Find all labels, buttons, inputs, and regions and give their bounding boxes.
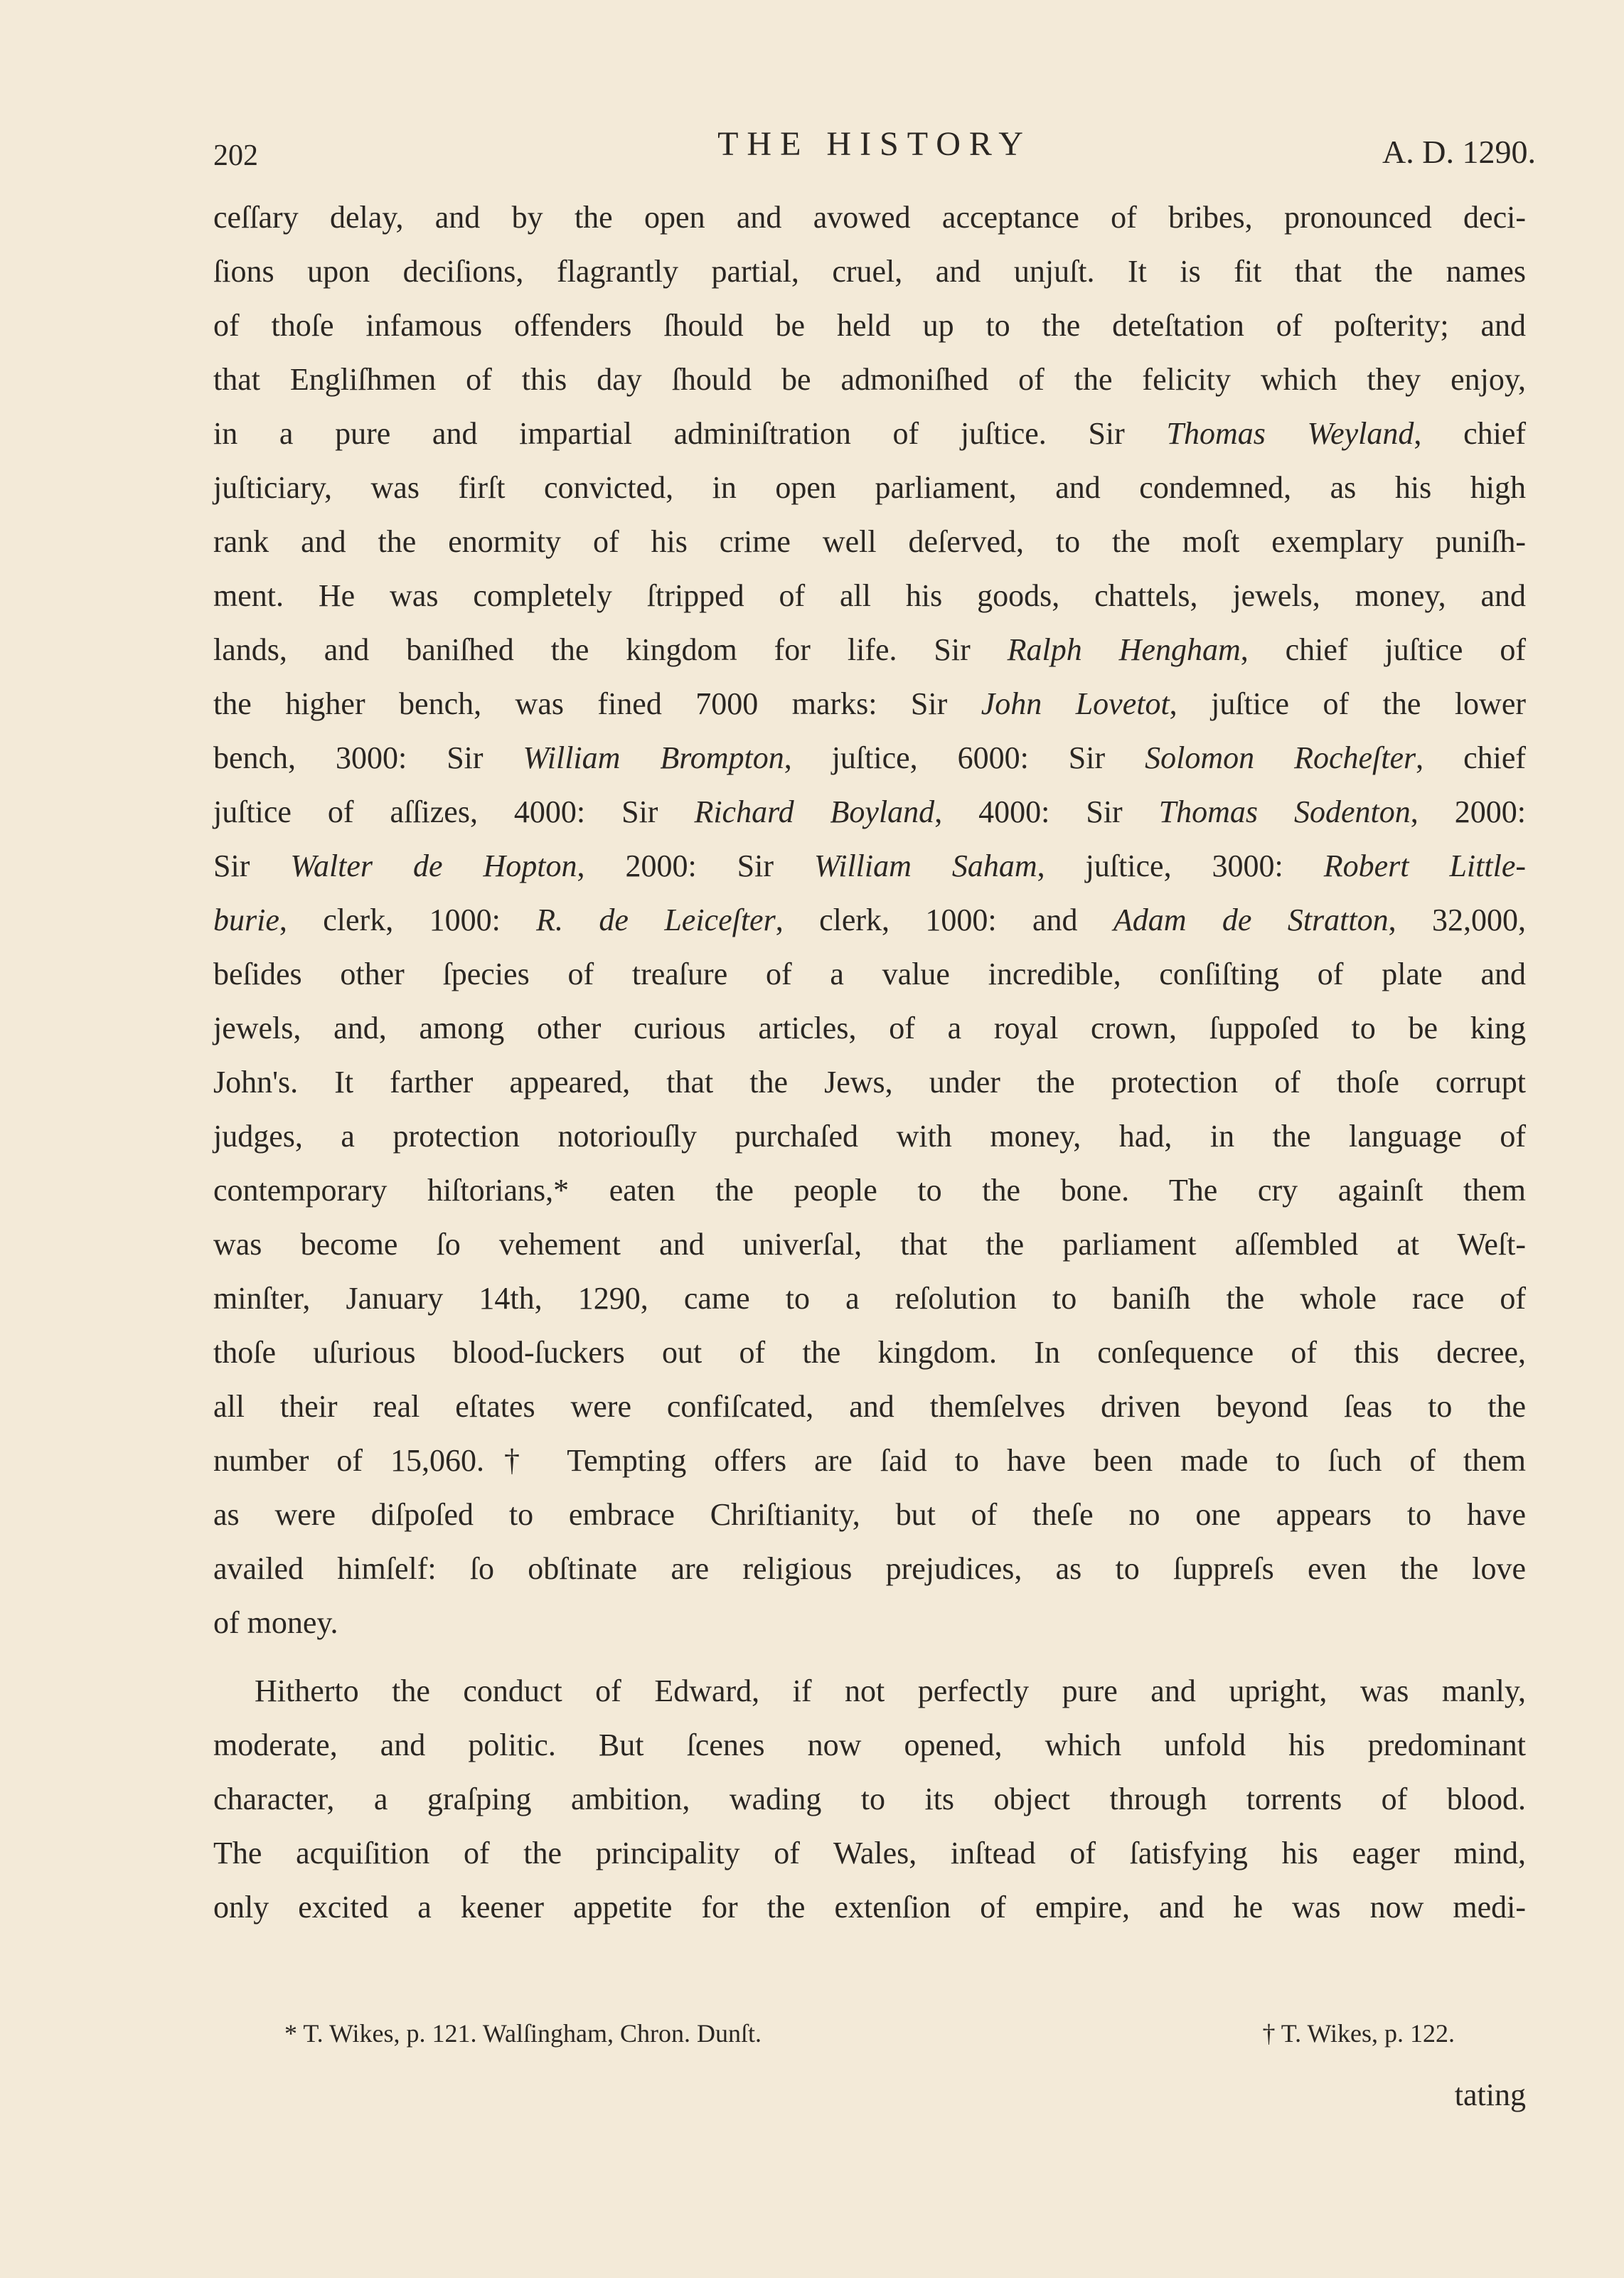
text-line: moderate, and politic. But ſcenes now opened, which unfold his predominant (213, 1728, 1526, 1762)
text-line: The acquiſition of the principality of Wales, inſtead of ſatisfying his eager mind, (213, 1836, 1526, 1870)
footnote-left: * T. Wikes, p. 121. Walſingham, Chron. Dunſt. (284, 2019, 762, 2048)
text-line: the higher bench, was fined 7000 marks: Sir John Lovetot, juſtice of the lower (213, 686, 1526, 721)
page-number: 202 (213, 139, 258, 172)
text-line: as were diſpoſed to embrace Chriſtianity, but of theſe no one appears to have (213, 1497, 1526, 1532)
text-line: John's. It farther appeared, that the Jews, under the protection of thoſe corrupt (213, 1065, 1526, 1100)
paragraph-1 (213, 191, 1526, 1650)
text-line: all their real eſtates were confiſcated, and themſelves driven beyond ſeas to the (213, 1389, 1526, 1424)
text-line: rank and the enormity of his crime well deſerved, to the moſt exemplary puniſh- (213, 524, 1526, 559)
text-line: that Engliſhmen of this day ſhould be admoniſhed of the felicity which they enjoy, (213, 362, 1526, 397)
paragraph-2 (213, 1664, 1526, 1934)
text-line: contemporary hiſtorians,* eaten the people to the bone. The cry againſt them (213, 1173, 1526, 1208)
text-line: availed himſelf: ſo obſtinate are religious prejudices, as to ſuppreſs even the love (213, 1551, 1526, 1586)
year-marker: A. D. 1290. (1382, 134, 1536, 170)
footnotes (213, 2018, 1526, 2061)
text-line: lands, and baniſhed the kingdom for life. Sir Ralph Hengham, chief juſtice of (213, 632, 1526, 667)
text-line: Sir Walter de Hopton, 2000: Sir William Saham, juſtice, 3000: Robert Little- (213, 848, 1527, 883)
footnote-right: † T. Wikes, p. 122. (1262, 2019, 1455, 2048)
text-line: beſides other ſpecies of treaſure of a value incredible, conſiſting of plate and (213, 957, 1526, 991)
text-line: of thoſe infamous offenders ſhould be held up to the deteſtation of poſterity; and (213, 308, 1526, 343)
text-line: judges, a protection notoriouſly purchaſed with money, had, in the language of (213, 1119, 1526, 1154)
text-line: in a pure and impartial adminiſtration of juſtice. Sir Thomas Weyland, chief (213, 416, 1527, 451)
text-line: of money. (213, 1605, 338, 1640)
text-line: ſions upon deciſions, flagrantly partial, cruel, and unjuſt. It is fit that the names (213, 254, 1526, 289)
body-text (213, 191, 1526, 1934)
text-line: ceſſary delay, and by the open and avowed acceptance of bribes, pronounced deci- (213, 200, 1526, 235)
text-line: was become ſo vehement and univerſal, that the parliament aſſembled at Weſt- (213, 1227, 1526, 1262)
text-line: Hitherto the conduct of Edward, if not perfectly pure and upright, was manly, (255, 1673, 1526, 1708)
text-line: burie, clerk, 1000: R. de Leiceſter, clerk, 1000: and Adam de Stratton, 32,000, (213, 903, 1527, 937)
text-line: bench, 3000: Sir William Brompton, juſtice, 6000: Sir Solomon Rocheſter, chief (213, 740, 1527, 775)
text-line: number of 15,060.† Tempting offers are ſaid to have been made to ſuch of them (213, 1443, 1526, 1478)
catchword: tating (1454, 2077, 1526, 2112)
text-line: minſter, January 14th, 1290, came to a reſolution to baniſh the whole race of (213, 1281, 1526, 1316)
text-line: juſticiary, was firſt convicted, in open parliament, and condemned, as his high (213, 470, 1526, 505)
text-line: ment. He was completely ſtripped of all his goods, chattels, jewels, money, and (213, 578, 1526, 613)
running-title: THE HISTORY (717, 125, 1032, 163)
text-line: only excited a keener appetite for the extenſion of empire, and he was now medi- (213, 1890, 1526, 1925)
page-header (213, 124, 1536, 174)
text-line: juſtice of aſſizes, 4000: Sir Richard Boyland, 4000: Sir Thomas Sodenton, 2000: (213, 794, 1526, 829)
text-line: thoſe uſurious blood-ſuckers out of the kingdom. In conſequence of this decree, (213, 1335, 1526, 1370)
text-line: character, a graſping ambition, wading to its object through torrents of blood. (213, 1782, 1526, 1816)
text-line: jewels, and, among other curious articles, of a royal crown, ſuppoſed to be king (213, 1011, 1526, 1045)
